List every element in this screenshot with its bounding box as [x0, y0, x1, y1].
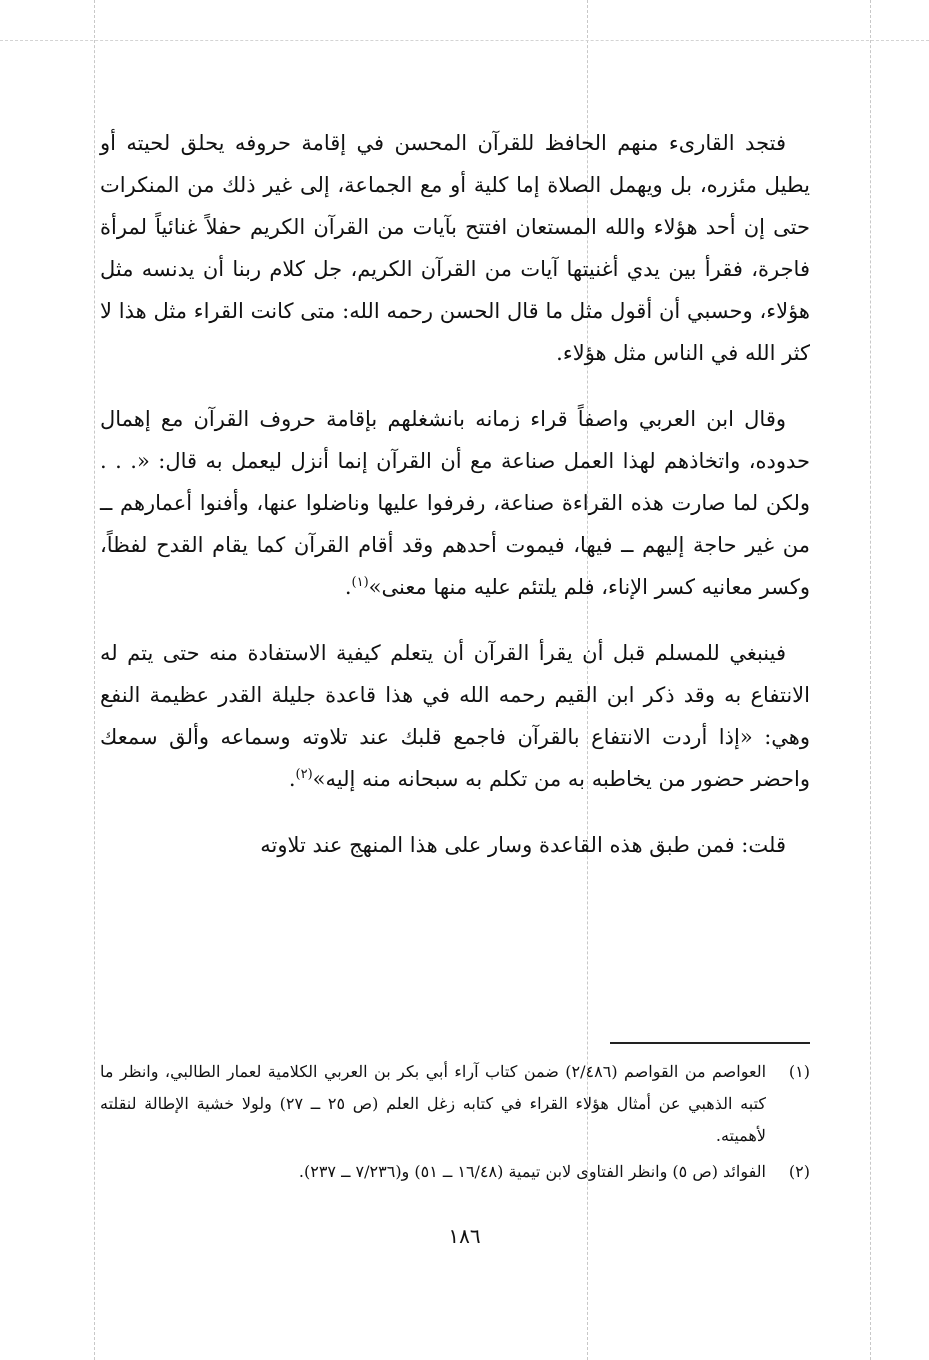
paragraph-3-period: . — [288, 767, 296, 791]
paragraph-1-text: فتجد القارىء منهم الحافظ للقرآن المحسن في إقامة حروفه يحلق لحيته أو يطيل مئزره، بل ويهمل الصلاة إما كلية أو مع الجماعة، إلى غير ذلك من المنكرات حتى إن أحد هؤلاء والله المستعان افتتح بآيات من القرآن الكريم حفلاً غنائياً لمرأة فاجرة، فقرأ بين يدي أغنيتها آيات من القرآن الكريم، جل كلام ربنا أن يدنسه مثل هؤلاء، وحسبي أن أقول مثل ما قال الحسن رحمه الله: متى كانت القراء مثل هذا لا كثر الله في الناس مثل هؤلاء. — [100, 131, 811, 365]
footnotes — [100, 1042, 810, 1192]
footnote-2-number: (٢) — [788, 1162, 810, 1181]
footnote-1 — [100, 1056, 810, 1152]
paragraph-3-text: فينبغي للمسلم قبل أن يقرأ القرآن أن يتعلم كيفية الاستفادة منه حتى يتم له الانتفاع به وقد ذكر ابن القيم رحمه الله في هذا قاعدة جليلة القدر عظيمة النفع وهي: «إذا أردت الانتفاع بالقرآن فاجمع قلبك عند تلاوته وسماعه وألق سمعك واحضر حضور من يخاطبه به من تكلم به سبحانه منه إليه» — [100, 641, 810, 791]
footnote-ref-1[interactable]: (١) — [351, 575, 369, 590]
scan-guide-right — [870, 0, 871, 1360]
page-number: ١٨٦ — [448, 1224, 481, 1248]
paragraph-2-period: . — [344, 575, 352, 599]
footnote-1-number: (١) — [788, 1062, 810, 1081]
paragraph-2 — [100, 398, 810, 608]
footnote-ref-2[interactable]: (٢) — [295, 767, 313, 782]
scan-guide-left — [94, 0, 95, 1360]
paragraph-4-text: قلت: فمن طبق هذه القاعدة وسار على هذا المنهج عند تلاوته — [260, 833, 786, 857]
paragraph-2-text: وقال ابن العربي واصفاً قراء زمانه بانشغلهم بإقامة حروف القرآن مع إهمال حدوده، واتخاذهم لهذا العمل صناعة مع أن القرآن إنما أنزل ليعمل به قال: «. . . ولكن لما صارت هذه القراءة صناعة، رفرفوا عليها وناضلوا عنها، وأفنوا أعمارهم ــ من غير حاجة إليهم ــ فيها، فيموت أحدهم وقد أقام القرآن كما يقام القدح لفظاً، وكسر معانيه كسر الإناء، فلم يلتئم عليه منها معنى» — [100, 407, 810, 599]
footnote-1-text: العواصم من القواصم (٢/٤٨٦) ضمن كتاب آراء أبي بكر بن العربي الكلامية لعمار الطالبي، وانظر ما كتبه الذهبي عن أمثال هؤلاء القراء في كتابه زغل العلم (ص ٢٥ ــ ٢٧) ولولا خشية الإطالة لنقلته لأهميته. — [100, 1062, 767, 1145]
paragraph-1 — [100, 122, 810, 374]
paragraph-3 — [100, 632, 810, 800]
paragraph-4 — [100, 824, 810, 866]
footnote-2 — [100, 1156, 810, 1188]
footnote-divider — [610, 1042, 810, 1044]
scan-guide-top — [0, 40, 929, 41]
main-text — [100, 122, 810, 866]
footnote-2-text: الفوائد (ص ٥) وانظر الفتاوى لابن تيمية (١٦/٤٨ ــ ٥١) و(٧/٢٣٦ ــ ٢٣٧). — [298, 1162, 766, 1181]
